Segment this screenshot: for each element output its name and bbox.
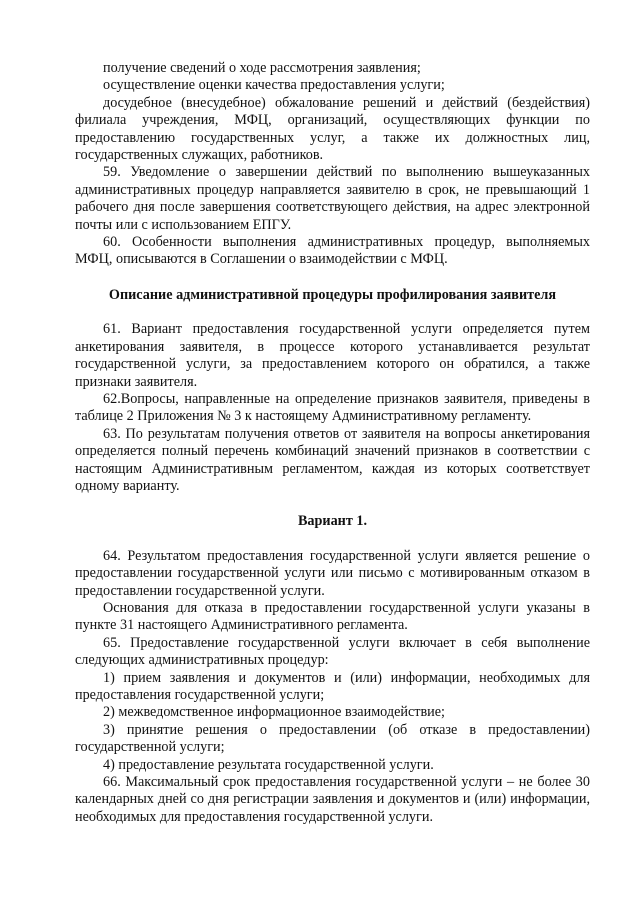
paragraph-63: 63. По результатам получения ответов от заявителя на вопросы анкетирования определяется полный перечень комбинаций значений признаков в соответствии с настоящим Административным регламентом, каждая из которых соответствует одному варианту. xyxy=(75,425,590,494)
list-item-1: 1) прием заявления и документов и (или) информации, необходимых для предоставления государственной услуги; xyxy=(75,669,590,703)
heading-variant-1: Вариант 1. xyxy=(297,513,368,530)
paragraph-59: 59. Уведомление о завершении действий по выполнению вышеуказанных административных процедур направляется заявителю в срок, не превышающий 1 рабочего дня после завершения соответствующего действия, на адрес электронной почты или с использованием ЕПГУ. xyxy=(75,164,590,233)
paragraph-64: 64. Результатом предоставления государственной услуги является решение о предоставлении государственной услуги или письмо с мотивированным отказом в предоставлении государственной услуги. xyxy=(75,547,590,599)
paragraph-66: 66. Максимальный срок предоставления государственной услуги – не более 30 календарных дней со дня регистрации заявления и документов и (или) информации, необходимых для предоставления государственной услуги. xyxy=(75,774,590,825)
paragraph-61: 61. Вариант предоставления государственной услуги определяется путем анкетирования заявителя, в процессе которого устанавливается результат государственной услуги, за предоставлением которого он обратился, а также признаки заявителя. xyxy=(75,321,590,390)
paragraph-quality-assessment: осуществление оценки качества предоставления услуги; xyxy=(103,77,445,94)
spacer xyxy=(75,495,590,513)
list-item-4: 4) предоставление результата государственной услуги. xyxy=(103,756,434,773)
list-item-2: 2) межведомственное информационное взаимодействие; xyxy=(103,704,445,721)
paragraph-62: 62.Вопросы, направленные на определение признаков заявителя, приведены в таблице 2 Приложения № 3 к настоящему Административному регламенту. xyxy=(75,390,590,425)
document-page xyxy=(75,60,590,826)
paragraph-pretrial-appeal: досудебное (внесудебное) обжалование решений и действий (бездействия) филиала учреждения, МФЦ, организаций, осуществляющих функции по предоставлению государственных услуг, а также их должностных лиц, государственных служащих, работников. xyxy=(75,94,590,164)
paragraph-status-info: получение сведений о ходе рассмотрения заявления; xyxy=(103,60,421,76)
spacer xyxy=(75,269,590,287)
paragraph-65: 65. Предоставление государственной услуги включает в себя выполнение следующих административных процедур: xyxy=(75,634,590,669)
spacer xyxy=(75,531,590,548)
paragraph-60: 60. Особенности выполнения административных процедур, выполняемых МФЦ, описываются в Соглашении о взаимодействии с МФЦ. xyxy=(75,234,590,268)
list-item-3: 3) принятие решения о предоставлении (об отказе в предоставлении) государственной услуги; xyxy=(75,721,590,756)
heading-profiling: Описание административной процедуры профилирования заявителя xyxy=(108,286,557,303)
spacer xyxy=(75,304,590,321)
paragraph-refusal-grounds: Основания для отказа в предоставлении государственной услуги указаны в пункте 31 настоящего Административного регламента. xyxy=(75,599,590,634)
